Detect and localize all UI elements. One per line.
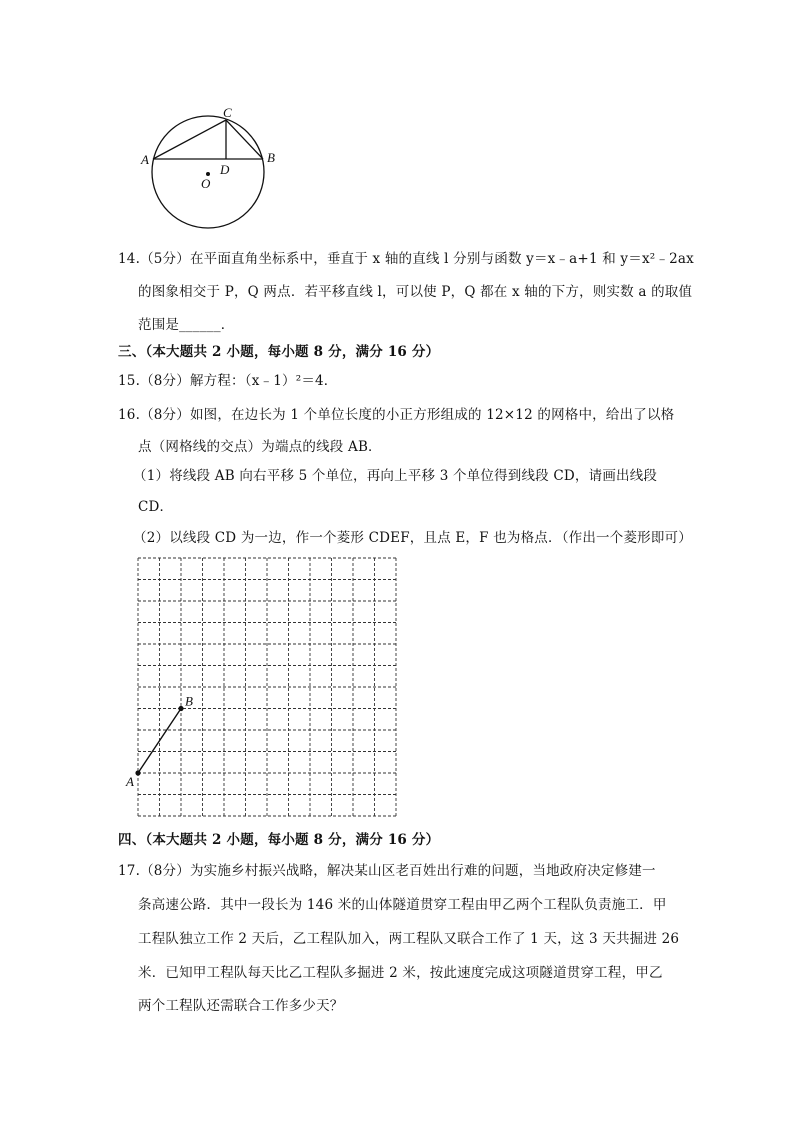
label-c: C	[223, 105, 232, 120]
q17-line2: 条高速公路．其中一段长为 146 米的山体隧道贯穿工程由甲乙两个工程队负责施工．甲	[138, 897, 667, 913]
segment-ac	[153, 120, 226, 159]
segment-cb	[226, 120, 263, 159]
q17-line5: 两个工程队还需联合工作多少天？	[138, 998, 344, 1014]
grid-figure	[126, 552, 405, 822]
q14-line2: 的图象相交于 P，Q 两点．若平移直线 l，可以使 P，Q 都在 x 轴的下方，则实数 a 的取值	[138, 284, 693, 300]
q17-line3: 工程队独立工作 2 天后，乙工程队加入，两工程队又联合工作了 1 天，这 3 天共掘进 26	[138, 931, 680, 947]
label-point-b: B	[185, 693, 193, 709]
q16-part1-line2: CD．	[138, 499, 174, 515]
q14-line1: 14.（5分）在平面直角坐标系中，垂直于 x 轴的直线 l 分别与函数 y＝x﹣a+1 和 y＝x²﹣2ax	[118, 251, 694, 267]
q16-part1-line1: （1）将线段 AB 向右平移 5 个单位，再向上平移 3 个单位得到线段 CD，请画出线段	[133, 468, 658, 484]
label-d: D	[220, 162, 230, 177]
q16-part2-line1: （2）以线段 CD 为一边，作一个菱形 CDEF，且点 E，F 也为格点．（作出一个菱形即可）	[133, 530, 692, 546]
point-b	[178, 706, 183, 711]
q15-line1: 15.（8分）解方程：（x﹣1）²＝4．	[118, 373, 338, 389]
label-point-a: A	[126, 774, 134, 789]
q16-line2: 点（网格线的交点）为端点的线段 AB．	[138, 439, 382, 455]
label-b: B	[267, 150, 275, 165]
point-a	[135, 770, 140, 775]
q17-line4: 米．已知甲工程队每天比乙工程队多掘进 2 米，按此速度完成这项隧道贯穿工程，甲乙	[138, 965, 663, 981]
q17-line1: 17.（8分）为实施乡村振兴战略，解决某山区老百姓出行难的问题，当地政府决定修建一	[118, 863, 656, 879]
circle-figure	[130, 100, 300, 235]
label-o: O	[201, 176, 211, 191]
section3-heading: 三、（本大题共 2 小题，每小题 8 分，满分 16 分）	[118, 344, 440, 360]
q14-line3: 范围是______．	[138, 317, 235, 333]
label-a: A	[141, 152, 149, 167]
q16-line1: 16.（8分）如图，在边长为 1 个单位长度的小正方形组成的 12×12 的网格中，给出了以格	[118, 407, 675, 423]
section4-heading: 四、（本大题共 2 小题，每小题 8 分，满分 16 分）	[118, 832, 440, 848]
